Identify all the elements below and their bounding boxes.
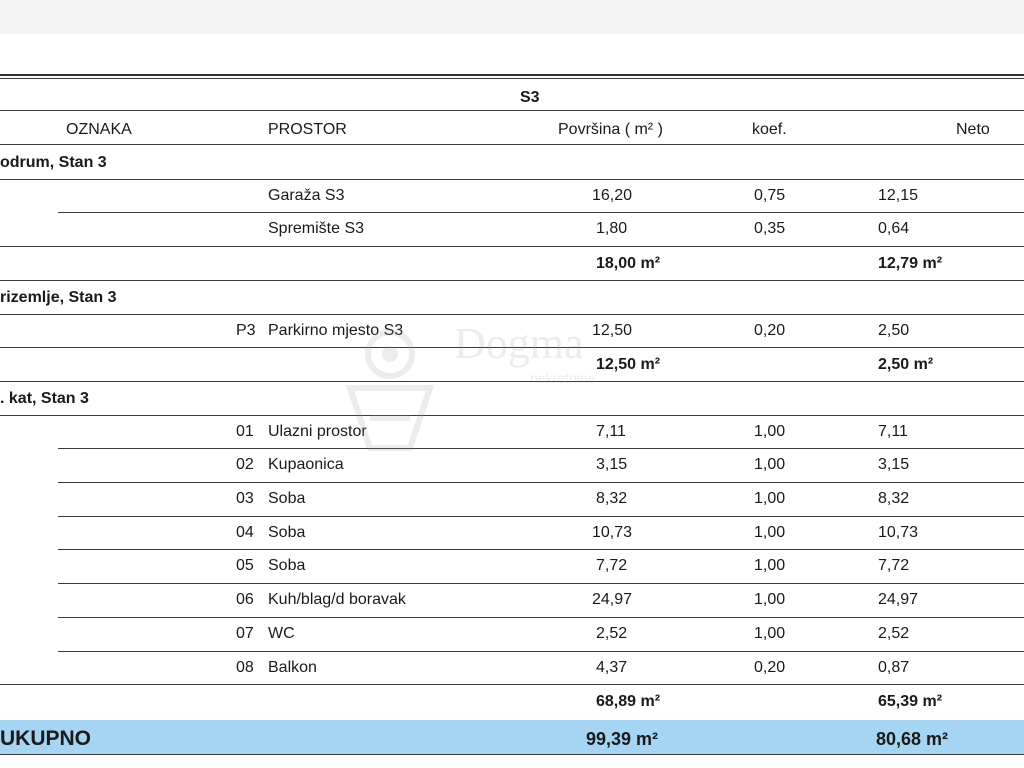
row-name: Garaža S3 [268, 186, 345, 204]
header-povrsina: Površina ( m² ) [558, 121, 663, 138]
row-rule [58, 212, 1024, 213]
row-code: 02 [236, 456, 254, 474]
row-rule [0, 347, 1024, 348]
row-rule [58, 549, 1024, 550]
table-top-rule-inner [0, 78, 1024, 79]
row-rule [58, 482, 1024, 483]
subtotal-area: 68,89 m² [596, 693, 661, 711]
row-net: 2,50 [878, 321, 910, 339]
subtotal-net: 2,50 m² [878, 356, 934, 374]
row-name: Kuh/blag/d boravak [268, 591, 406, 609]
row-net: 3,15 [878, 456, 910, 474]
row-name: Parkirno mjesto S3 [268, 321, 404, 339]
watermark-text: Dogma [454, 319, 584, 368]
row-area: 3,15 [596, 456, 628, 474]
row-area: 1,80 [596, 220, 628, 238]
total-bottom-rule [0, 754, 1024, 755]
row-name: Balkon [268, 658, 317, 676]
row-name: Spremište S3 [268, 220, 365, 238]
table-top-rule [0, 74, 1024, 76]
row-rule [58, 516, 1024, 517]
row-coef: 1,00 [754, 557, 786, 575]
row-area: 24,97 [592, 591, 633, 609]
row-coef: 1,00 [754, 591, 786, 609]
row-coef: 1,00 [754, 490, 786, 507]
row-net: 24,97 [878, 591, 919, 609]
row-rule [0, 246, 1024, 247]
row-area: 7,11 [596, 422, 626, 440]
row-area: 10,73 [592, 523, 633, 541]
header-neto: Neto [956, 121, 990, 138]
row-name: Soba [268, 490, 306, 507]
row-net: 12,15 [878, 186, 919, 204]
header-koef: koef. [752, 121, 787, 138]
top-bar [0, 0, 1024, 34]
row-area: 16,20 [592, 186, 633, 204]
row-coef: 1,00 [754, 422, 786, 440]
subtotal-area: 18,00 m² [596, 255, 661, 273]
subtotal-net: 65,39 m² [878, 693, 943, 711]
row-area: 12,50 [592, 321, 633, 339]
row-rule [58, 583, 1024, 584]
row-name: Kupaonica [268, 456, 344, 474]
section-label: rizemlje, Stan 3 [0, 288, 117, 306]
table-title: S3 [520, 89, 540, 106]
row-code: P3 [236, 321, 256, 339]
row-area: 7,72 [596, 557, 628, 575]
section-rule [0, 179, 1024, 180]
row-net: 7,11 [878, 422, 908, 440]
row-net: 0,64 [878, 220, 910, 238]
row-code: 08 [236, 658, 254, 676]
row-net: 7,72 [878, 557, 910, 575]
row-coef: 1,00 [754, 456, 786, 474]
title-rule [0, 110, 1024, 111]
row-coef: 0,75 [754, 186, 786, 204]
header-oznaka: OZNAKA [66, 121, 132, 138]
row-net: 8,32 [878, 490, 910, 507]
section-rule [0, 415, 1024, 416]
row-coef: 1,00 [754, 624, 786, 642]
section-label: odrum, Stan 3 [0, 154, 107, 171]
section-label: . kat, Stan 3 [0, 389, 89, 407]
row-coef: 1,00 [754, 523, 786, 541]
row-code: 05 [236, 557, 254, 575]
row-net: 10,73 [878, 523, 919, 541]
row-name: WC [268, 624, 295, 642]
row-area: 4,37 [596, 658, 628, 676]
section-end-rule [0, 381, 1024, 382]
subtotal-net: 12,79 m² [878, 255, 943, 273]
section-end-rule [0, 280, 1024, 281]
total-row [0, 720, 1024, 754]
row-rule [58, 651, 1024, 652]
row-area: 8,32 [596, 490, 628, 507]
row-coef: 0,35 [754, 220, 786, 238]
row-rule [58, 448, 1024, 449]
header-rule [0, 144, 1024, 145]
row-code: 07 [236, 624, 254, 642]
row-net: 2,52 [878, 624, 910, 642]
watermark-subtext: nekretnine [530, 370, 596, 386]
row-rule [58, 617, 1024, 618]
total-label: UKUPNO [0, 727, 92, 750]
row-net: 0,87 [878, 658, 910, 676]
row-rule [0, 684, 1024, 685]
row-code: 06 [236, 591, 254, 609]
row-coef: 0,20 [754, 321, 786, 339]
row-area: 2,52 [596, 624, 628, 642]
row-code: 04 [236, 523, 254, 541]
subtotal-area: 12,50 m² [596, 356, 661, 374]
header-prostor: PROSTOR [268, 121, 347, 138]
row-name: Ulazni prostor [268, 422, 367, 440]
row-name: Soba [268, 523, 306, 541]
row-code: 01 [236, 422, 254, 440]
row-code: 03 [236, 490, 254, 507]
row-name: Soba [268, 557, 306, 575]
section-rule [0, 314, 1024, 315]
row-coef: 0,20 [754, 658, 786, 676]
total-net: 80,68 m² [876, 729, 949, 749]
total-area: 99,39 m² [586, 729, 659, 749]
